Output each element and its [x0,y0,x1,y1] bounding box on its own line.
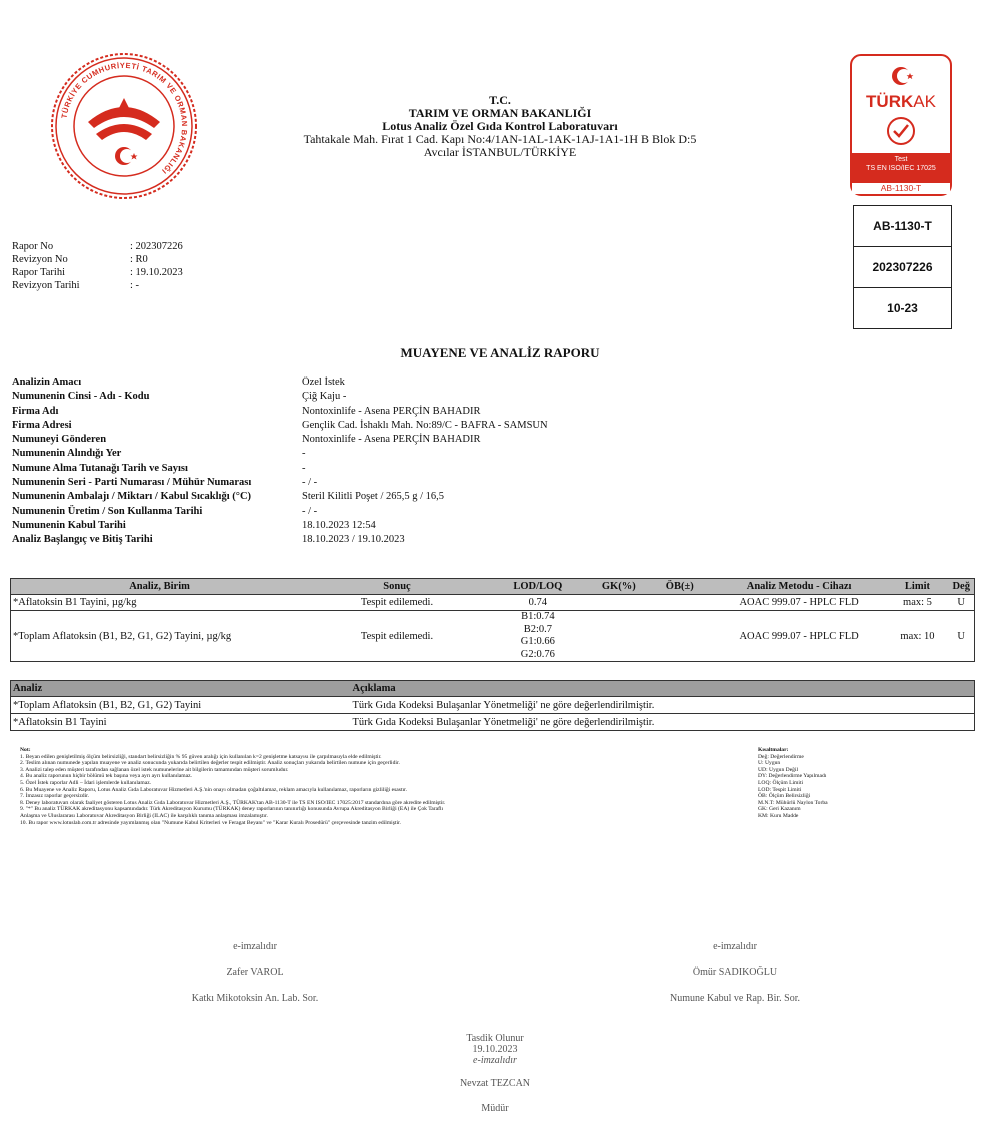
note-item: 5. Özel İstek raporlar Adli – İdari işlemlerde kullanılamaz. [20,779,152,786]
accreditation-date: 10-23 [854,287,951,328]
meta-value: : 19.10.2023 [130,267,183,278]
col-header: LOD/LOQ [486,579,590,595]
signer-name: Zafer VAROL [226,967,284,978]
signature-left [155,940,355,1005]
svg-text:TÜRKAK: TÜRKAK [866,92,936,111]
accreditation-code: AB-1130-T [873,219,932,233]
field-label: Firma Adresi [12,419,72,431]
field-value: - [302,448,306,460]
note-item: 4. Bu analiz raporunun hiçbir bölümü tek başına veya ayrı ayrı kullanılamaz. [20,773,192,780]
lab-address-line2: Avcılar İSTANBUL/TÜRKİYE [423,145,577,159]
cell-analysis: *Toplam Aflatoksin (B1, B2, G1, G2) Tayini, µg/kg [11,611,309,662]
cell-lod [486,611,590,662]
esig-label: e-imzalıdır [473,1055,517,1066]
field-value: Nontoxinlife - Asena PERÇİN BAHADIR [302,434,481,446]
report-meta [12,240,183,292]
accreditation-report-no: 202307226 [854,246,951,287]
field-value: 18.10.2023 / 19.10.2023 [302,534,405,546]
turkak-standard: TS EN ISO/IEC 17025 [866,165,936,172]
col-header: Analiz [11,681,351,697]
lod-value: G1:0.66 [520,636,555,647]
signer-name: Nevzat TEZCAN [459,1078,531,1089]
abbreviations [758,747,958,820]
field-value: - / - [302,477,318,489]
table-row [11,714,975,731]
field-label: Numuneyi Gönderen [12,434,107,446]
esig-label: e-imzalıdır [233,941,277,952]
signer-name: Ömür SADIKOĞLU [692,967,778,978]
cell-analysis: *Toplam Aflatoksin (B1, B2, G1, G2) Tayini [11,697,351,714]
abbr-item: KM: Kuru Madde [758,812,799,819]
meta-key: Rapor Tarihi [12,267,66,278]
note-item: 3. Analizi talep eden müşteri tarafından sağlanan özel istek numunelerine ait bilgilerin tamamından müşteri sorumludur. [20,766,289,773]
lod-value: B2:0.7 [523,623,552,635]
accreditation-box [853,205,952,329]
table-row [11,697,975,714]
abbr-item: LOQ: Ölçüm Limiti [758,779,804,786]
cell-limit: max: 10 [887,611,949,662]
report-title: MUAYENE VE ANALİZ RAPORU [400,345,600,360]
svg-text:TÜRKİYE CUMHURİYETİ TARIM VE O: TÜRKİYE CUMHURİYETİ TARIM VE ORMAN BAKANLIĞI [59,60,190,176]
cell-gk [590,611,648,662]
turkak-code: AB-1130-T [880,183,922,193]
field-value: Gençlik Cad. İshaklı Mah. No:89/C - BAFRA - SAMSUN [302,419,548,431]
cell-description: Türk Gıda Kodeksi Bulaşanlar Yönetmeliği' ne göre değerlendirilmiştir. [351,714,975,731]
turkak-accreditation-logo [850,54,952,196]
field-label: Numunenin Ambalajı / Miktarı / Kabul Sıcaklığı (°C) [12,491,252,503]
field-value: 18.10.2023 12:54 [302,519,376,531]
cell-ob [648,595,712,611]
abbr-item: M.N.T: Mühürlü Naylon Torba [758,799,828,806]
cell-lod: 0.74 [486,595,590,611]
esig-label: e-imzalıdır [713,941,757,952]
note-item: 2. Teslim alınan numunede yapılan muayene ve analiz sonucunda yukarıda belirtilen değerler tespit edilmiştir. Analiz sonuçları yukarıda belirtilen numune için geçerlidir. [20,760,400,767]
country-label: T.C. [489,93,511,107]
note-item: 6. Bu Muayene ve Analiz Raporu, Lotus Analiz Gıda Laboratuvar Hizmetleri A.Ş.'nin onayı olmadan çoğaltılamaz, reklam amacıyla kullanılamaz, raporların gizliliği esastır. [20,786,408,793]
results-header-row [11,579,975,595]
cell-limit: max: 5 [887,595,949,611]
signer-role: Numune Kabul ve Rap. Bir. Sor. [670,993,800,1004]
field-label: Numunenin Kabul Tarihi [12,519,126,531]
cell-description: Türk Gıda Kodeksi Bulaşanlar Yönetmeliği' ne göre değerlendirilmiştir. [351,697,975,714]
field-value: - / - [302,505,318,517]
note-item: Anlaşma ve Uluslararası Laboratuvar Akreditasyon Birliği (ILAC) ile karşılıklı tanıma anlaşması imzalamıştır. [20,812,268,819]
col-header: ÖB(±) [648,579,712,595]
abbr-item: ÖB: Ölçüm Belirsizliği [758,793,811,800]
abbr-item: LOD: Tespit Limiti [758,786,802,793]
field-label: Analiz Başlangıç ve Bitiş Tarihi [12,534,153,546]
note-item: 9. "*" Bu analiz TÜRKAK akreditasyonu kapsamındadır. Türk Akreditasyon Kurumu (TÜRKAK) deney raporlarının tanınırlığı konusunda Avrupa Akreditasyon Birliği (EA) ile Çok Taraflı [20,806,444,813]
turkak-badge-icon [850,54,952,196]
col-header: Sonuç [308,579,486,595]
cell-ob [648,611,712,662]
abbr-title: Kısaltmalar: [758,747,789,753]
lab-address-line1: Tahtakale Mah. Fırat 1 Cad. Kapı No:4/1AN-1AL-1AK-1AJ-1A1-1H B Blok D:5 [303,132,697,146]
col-header: Değ [948,579,974,595]
field-label: Numunenin Seri - Parti Numarası / Mühür Numarası [12,477,252,489]
abbr-item: Değ: Değerlendirme [758,753,804,760]
results-table [10,578,975,662]
meta-value: : R0 [130,254,148,265]
note-item: 7. İmzasız raporlar geçersizdir. [20,793,90,800]
field-label: Firma Adı [12,405,59,417]
table-row [11,595,975,611]
note-item: 8. Deney laboratuvarı olarak faaliyet gösteren Lotus Analiz Gıda Laboratuvar Hizmetleri A.Ş., TÜRKAK'tan AB-1130-T ile TS EN ISO/IEC 17025:2017 standardına göre akredite edilmiştir. [20,799,446,806]
field-label: Numunenin Alındığı Yer [12,448,122,460]
turkak-test-label: Test [894,156,908,163]
cell-gk [590,595,648,611]
approval-label: Tasdik Olunur [466,1033,524,1044]
note-item: 10. Bu rapor www.lotuslab.com.tr adresinde yayımlanmış olan "Numune Kabul Kriterleri ve Feragat Beyanı" ve "Karar Kuralı Prosedürü" çerçevesinde tanzim edilmiştir. [20,819,401,826]
signature-center [395,1033,595,1114]
cell-deg: U [948,611,974,662]
meta-key: Revizyon Tarihi [12,280,80,291]
approval-date: 19.10.2023 [472,1044,518,1055]
signer-role: Müdür [481,1103,509,1114]
lod-value: B1:0.74 [521,611,555,622]
field-value: Özel İstek [302,377,345,388]
sample-info [12,376,548,548]
field-value: - [302,462,306,474]
cell-analysis: *Aflatoksin B1 Tayini, µg/kg [11,595,309,611]
cell-method: AOAC 999.07 - HPLC FLD [712,611,887,662]
field-value: Çiğ Kaju - [302,391,347,403]
cell-deg: U [948,595,974,611]
meta-key: Revizyon No [12,254,68,265]
meta-value: : - [130,280,140,291]
col-header: Analiz, Birim [11,579,309,595]
abbr-item: DY: Değerlendirme Yapılmadı [758,773,827,780]
col-header: Açıklama [351,681,975,697]
analysis-header-row [11,681,975,697]
field-value: Steril Kilitli Poşet / 265,5 g / 16,5 [302,491,445,503]
field-label: Numunenin Cinsi - Adı - Kodu [12,391,150,403]
signature-right [630,940,840,1005]
abbr-item: U: Uygun [758,760,781,767]
lod-value: G2:0.76 [520,648,555,660]
col-header: GK(%) [590,579,648,595]
signer-role: Katkı Mikotoksin An. Lab. Sor. [191,993,319,1004]
lab-name: Lotus Analiz Özel Gıda Kontrol Laboratuvarı [382,119,618,133]
analysis-table [10,680,975,731]
note-item: 1. Beyan edilen genişletilmiş ölçüm belirsizliği, standart belirsizliğin % 95 güven aralığı için kullanılan k=2 genişletme katsayısı ile çarpılmasıyla elde edilmiştir. [20,753,382,760]
table-row [11,611,975,662]
abbr-item: UD: Uygun Değil [758,766,799,773]
notes-title: Not: [20,747,31,753]
field-label: Analizin Amacı [12,377,82,388]
cell-analysis: *Aflatoksin B1 Tayini [11,714,351,731]
abbr-item: GK: Geri Kazanım [758,806,801,813]
col-header: Analiz Metodu - Cihazı [712,579,887,595]
ministry-name: TARIM VE ORMAN BAKANLIĞI [408,106,592,120]
cell-result: Tespit edilemedi. [308,611,486,662]
field-label: Numune Alma Tutanağı Tarih ve Sayısı [12,462,188,474]
meta-value: : 202307226 [130,241,183,252]
col-header: Limit [887,579,949,595]
field-value: Nontoxinlife - Asena PERÇİN BAHADIR [302,405,481,417]
meta-key: Rapor No [12,241,54,252]
cell-method: AOAC 999.07 - HPLC FLD [712,595,887,611]
notes [20,747,740,826]
cell-result: Tespit edilemedi. [308,595,486,611]
field-label: Numunenin Üretim / Son Kullanma Tarihi [12,505,203,517]
